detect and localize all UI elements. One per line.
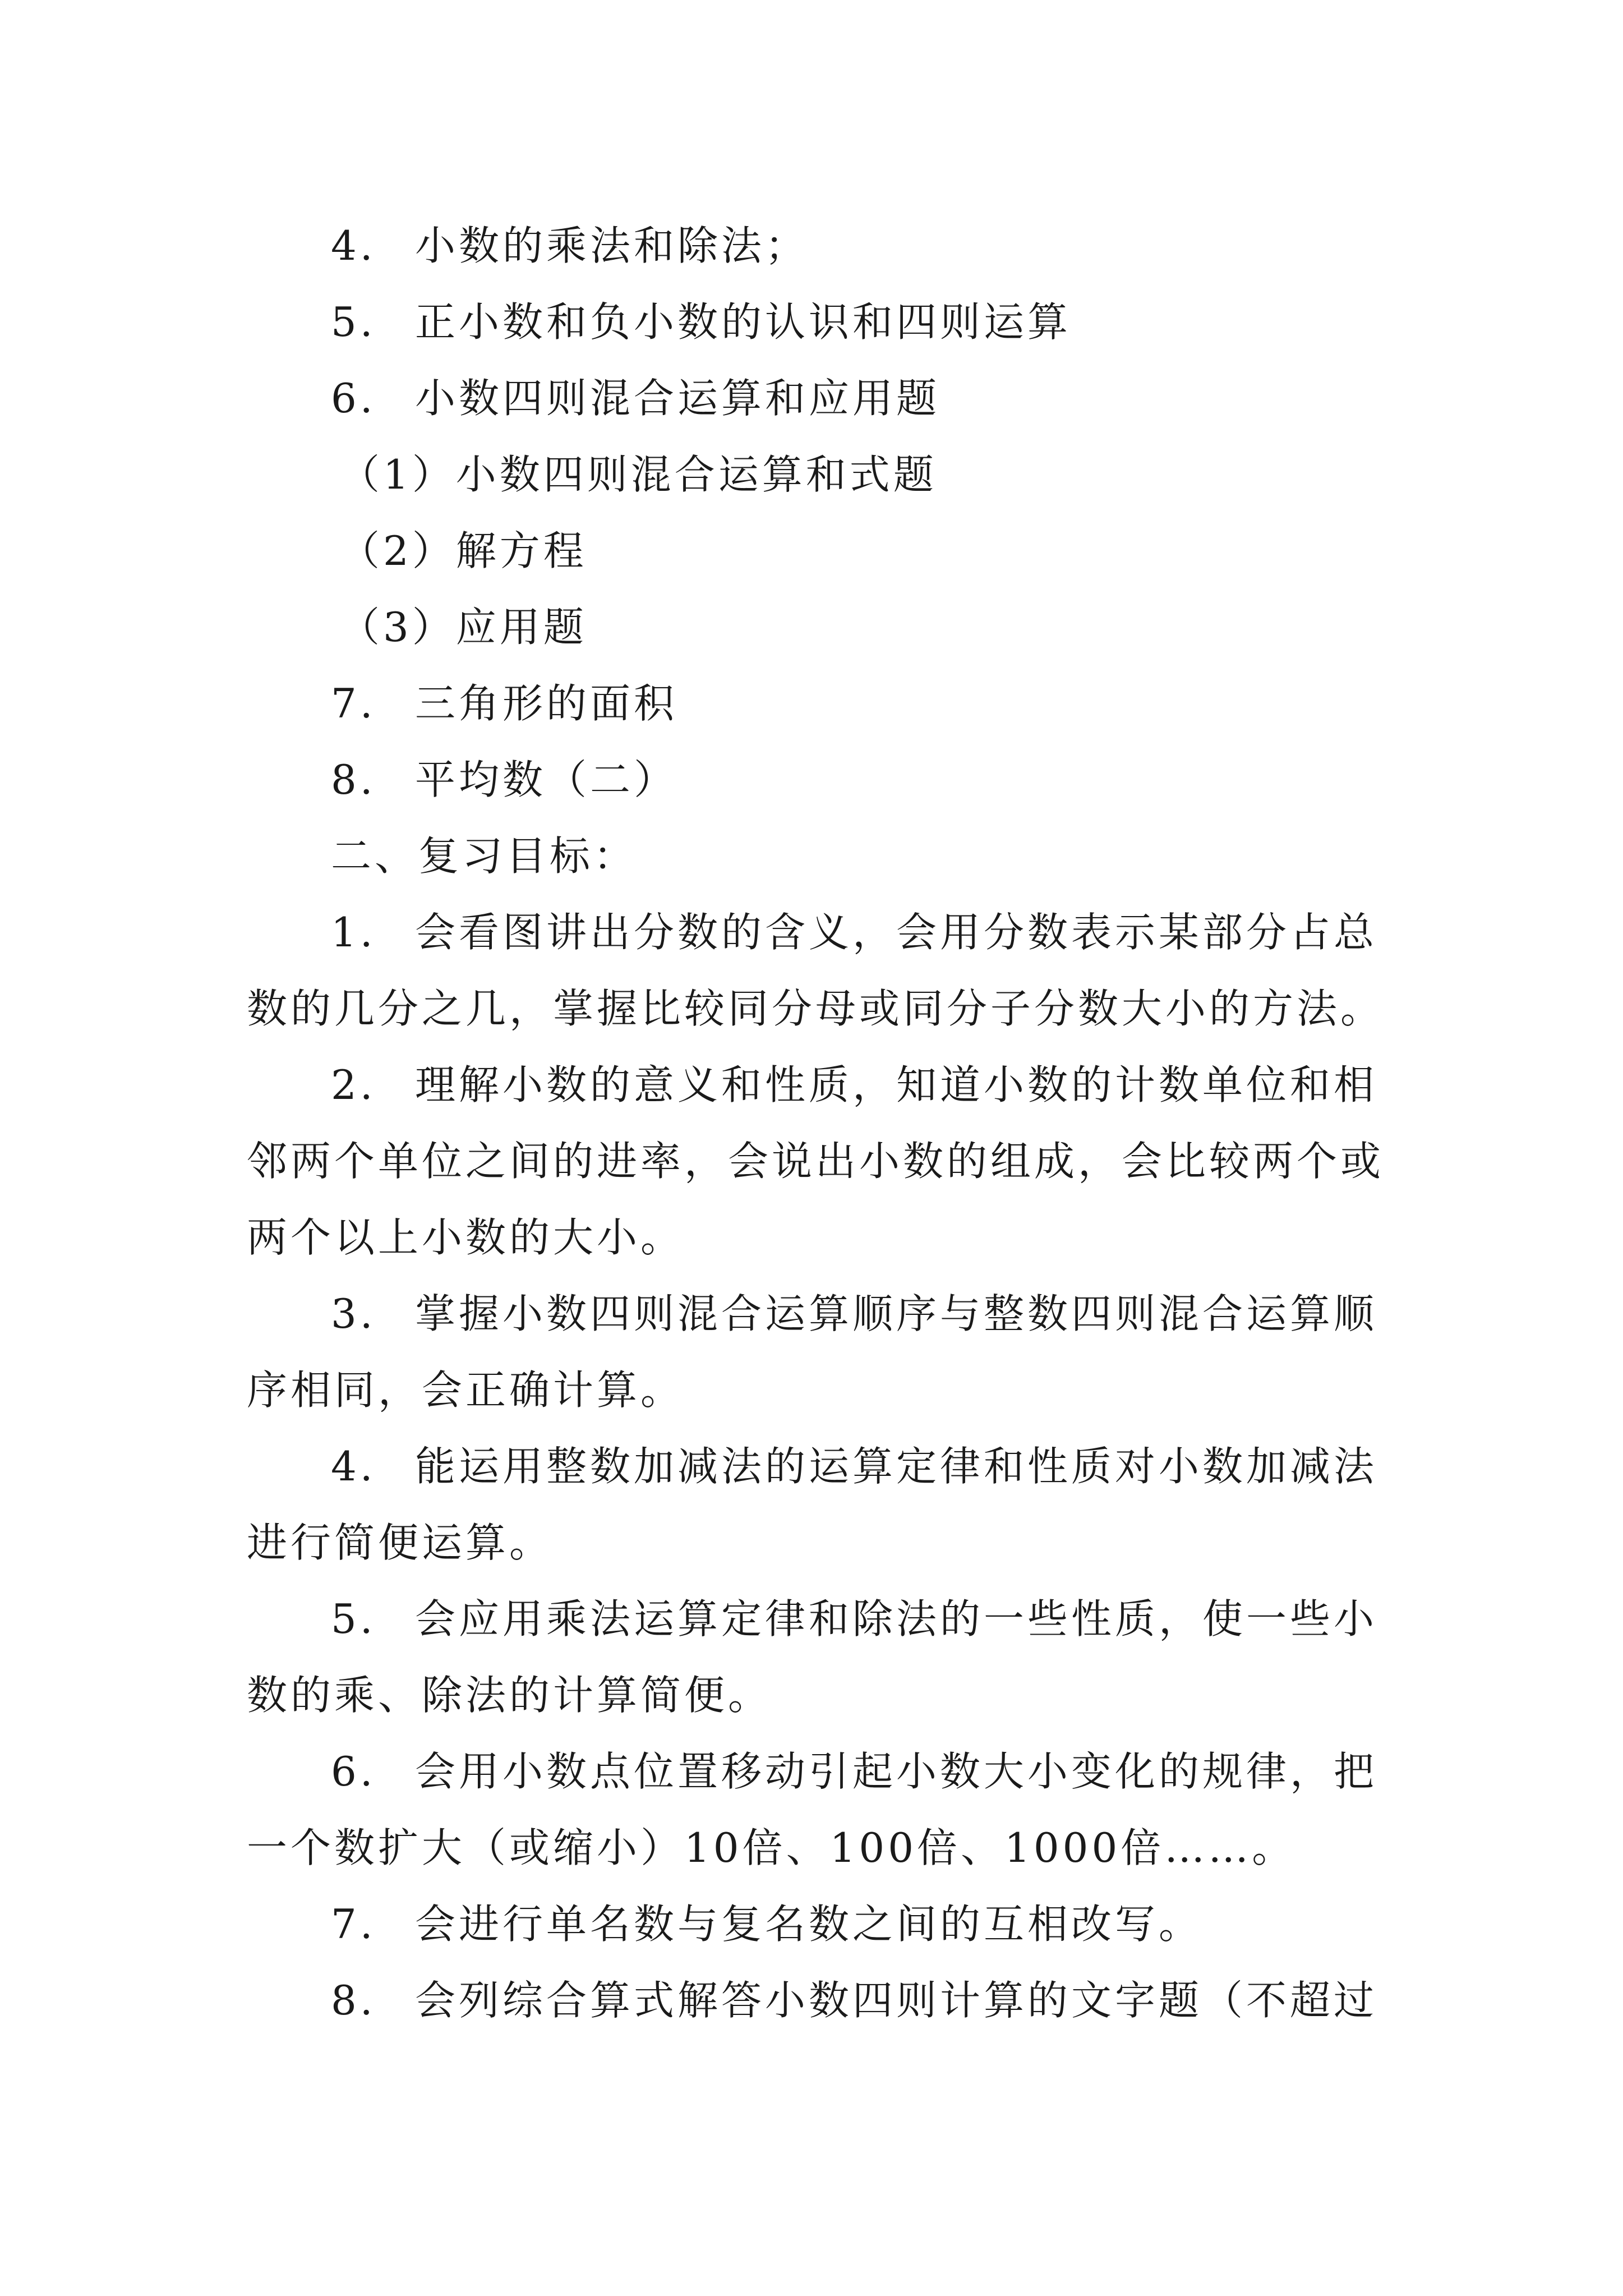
goal-item-4-continued (247, 1515, 553, 1571)
list-number: 8. (331, 756, 376, 803)
list-number: 3. (331, 1290, 376, 1337)
list-number: 1. (331, 909, 376, 956)
list-text: 正小数和负小数的认识和四则运算 (415, 298, 1072, 346)
sub-item-3 (339, 599, 587, 655)
sub-item-1 (339, 447, 937, 503)
goal-item-6-continued (247, 1820, 1295, 1876)
list-number: 6. (331, 375, 376, 422)
goal-item-3 (331, 1286, 1377, 1342)
goal-item-7 (331, 1896, 1202, 1952)
list-text: 序相同，会正确计算。 (247, 1366, 685, 1414)
goal-item-5-continued (247, 1667, 772, 1723)
list-number: 6. (331, 1748, 376, 1795)
list-text: 会看图讲出分数的含义，会用分数表示某部分占总 (415, 909, 1378, 956)
goal-item-4 (331, 1438, 1377, 1494)
list-text: 两个以上小数的大小。 (247, 1214, 685, 1261)
goal-item-3-continued (247, 1362, 684, 1418)
list-text: 邻两个单位之间的进率，会说出小数的组成，会比较两个或 (247, 1138, 1385, 1185)
list-item-5 (331, 294, 1071, 350)
list-number: 5. (331, 298, 376, 346)
list-item-6 (331, 370, 940, 426)
list-text: 理解小数的意义和性质，知道小数的计数单位和相 (415, 1061, 1378, 1108)
list-text: 能运用整数加减法的运算定律和性质对小数加减法 (415, 1443, 1378, 1490)
goal-item-5 (331, 1591, 1377, 1647)
list-text: 一个数扩大（或缩小）10倍、100倍、1000倍……。 (247, 1824, 1296, 1871)
list-text: 数的乘、除法的计算简便。 (247, 1672, 772, 1719)
list-text: 会进行单名数与复名数之间的互相改写。 (415, 1901, 1203, 1948)
goal-item-6 (331, 1743, 1377, 1800)
list-text: 进行简便运算。 (247, 1519, 554, 1566)
list-item-4 (331, 218, 809, 274)
list-number: 4. (331, 1443, 376, 1490)
list-text: （3）应用题 (339, 604, 587, 651)
list-number: 2. (331, 1061, 376, 1108)
list-text: 会列综合算式解答小数四则计算的文字题（不超过 (415, 1977, 1378, 2024)
list-number: 8. (331, 1977, 376, 2024)
list-text: 小数的乘法和除法； (415, 222, 809, 269)
list-number: 7. (331, 680, 376, 727)
list-text: 平均数（二） (415, 756, 678, 803)
goal-item-2-continued (247, 1209, 684, 1266)
list-text: 掌握小数四则混合运算顺序与整数四则混合运算顺 (415, 1290, 1378, 1337)
list-text: （1）小数四则混合运算和式题 (339, 451, 937, 498)
section-heading (331, 828, 637, 884)
goal-item-2-continued (247, 1133, 1384, 1189)
list-item-8 (331, 752, 677, 808)
list-text: （2）解方程 (339, 527, 587, 574)
list-text: 会用小数点位置移动引起小数大小变化的规律，把 (415, 1748, 1378, 1795)
list-item-7 (331, 675, 677, 731)
list-text: 三角形的面积 (415, 680, 678, 727)
list-text: 小数四则混合运算和应用题 (415, 375, 940, 422)
goal-item-8 (331, 1972, 1377, 2028)
list-text: 数的几分之几，掌握比较同分母或同分子分数大小的方法。 (247, 985, 1385, 1032)
list-number: 5. (331, 1595, 376, 1642)
goal-item-1-continued (247, 981, 1384, 1037)
heading-text: 二、复习目标： (331, 832, 638, 880)
list-number: 4. (331, 222, 376, 269)
goal-item-1 (331, 904, 1377, 960)
list-number: 7. (331, 1901, 376, 1948)
sub-item-2 (339, 523, 587, 579)
goal-item-2 (331, 1057, 1377, 1113)
list-text: 会应用乘法运算定律和除法的一些性质，使一些小 (415, 1595, 1378, 1642)
